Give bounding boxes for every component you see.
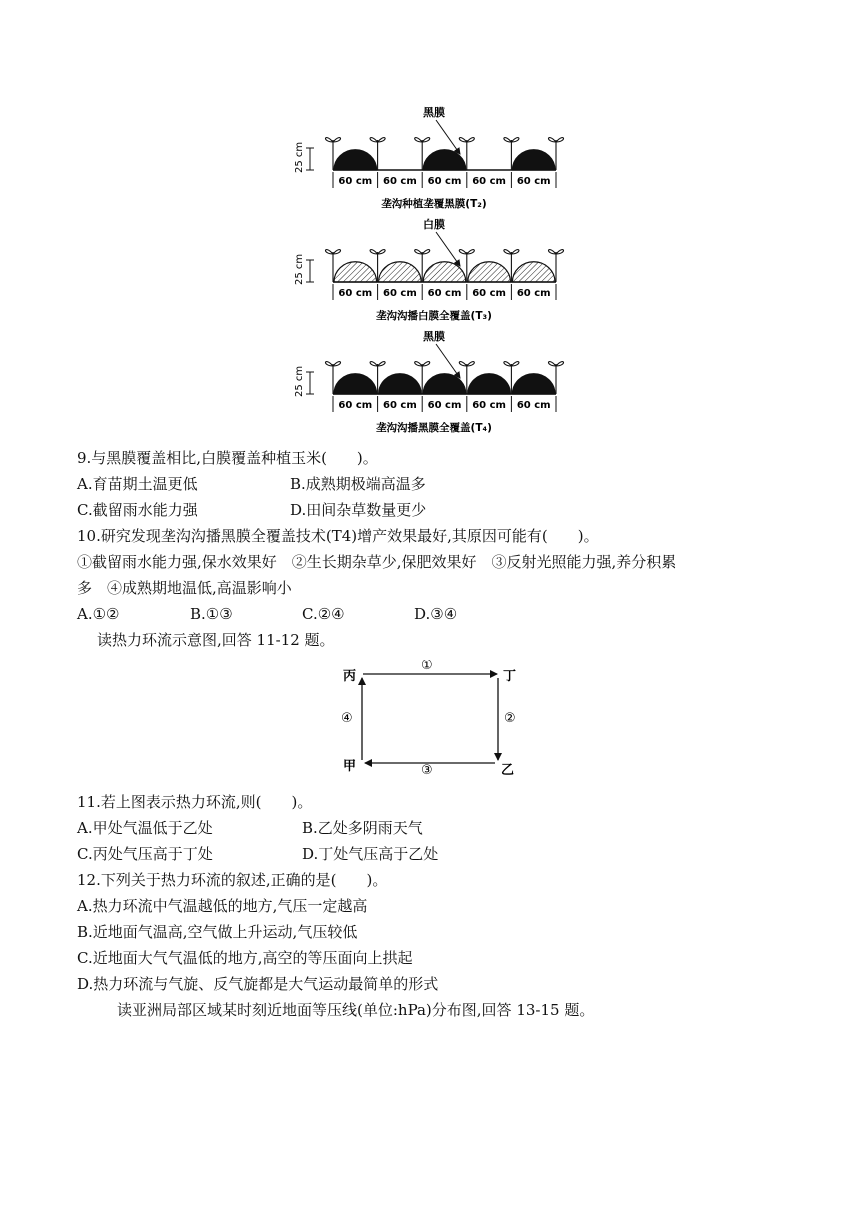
q11-option-c: C.丙处气压高于丁处 <box>77 845 213 863</box>
film-mulching-figure <box>290 104 570 440</box>
film-mound <box>334 374 377 394</box>
plant-leaf-left <box>459 138 467 142</box>
plant-leaf-left <box>548 362 556 366</box>
plant-leaf-right <box>378 138 386 142</box>
width-label: 60 cm <box>516 176 551 187</box>
film-diagram-3 <box>290 216 570 328</box>
plant-leaf-left <box>325 138 333 142</box>
width-label: 60 cm <box>516 400 551 411</box>
q11-stem: 11.若上图表示热力环流,则( )。 <box>77 793 313 811</box>
plant-leaf-right <box>422 138 430 142</box>
corner-bing: 丙 <box>343 669 357 684</box>
plant-leaf-right <box>467 250 475 254</box>
plant-leaf-left <box>370 138 378 142</box>
width-label: 60 cm <box>472 176 506 187</box>
plant-leaf-right <box>422 362 430 366</box>
plant-leaf-right <box>378 362 386 366</box>
plant-leaf-right <box>467 362 475 366</box>
film-diagram-4 <box>290 328 570 440</box>
width-label: 60 cm <box>427 176 462 187</box>
plant-leaf-right <box>333 250 341 254</box>
width-label: 60 cm <box>472 400 506 411</box>
q9-stem: 9.与黑膜覆盖相比,白膜覆盖种植玉米( )。 <box>77 449 378 467</box>
q12-option-c: C.近地面大气气温低的地方,高空的等压面向上拱起 <box>77 949 413 967</box>
plant-leaf-right <box>511 250 519 254</box>
q11-option-d: D.丁处气压高于乙处 <box>302 845 439 863</box>
q10-option-c: C.②④ <box>302 605 345 623</box>
film-mound <box>334 150 377 170</box>
plant-leaf-right <box>378 250 386 254</box>
width-label: 60 cm <box>338 400 373 411</box>
film-mound <box>334 262 377 282</box>
plant-leaf-right <box>333 362 341 366</box>
width-label: 60 cm <box>338 288 373 299</box>
plant-leaf-left <box>370 250 378 254</box>
thermal-circulation-diagram <box>335 660 525 780</box>
plant-leaf-left <box>370 362 378 366</box>
q10-option-b: B.①③ <box>190 605 233 623</box>
width-label: 60 cm <box>516 288 551 299</box>
intro-13-15: 读亚洲局部区域某时刻近地面等压线(单位:hPa)分布图,回答 13-15 题。 <box>117 1001 595 1019</box>
plant-leaf-right <box>467 138 475 142</box>
plant-leaf-left <box>548 250 556 254</box>
q12-option-b: B.近地面气温高,空气做上升运动,气压较低 <box>77 923 358 941</box>
film-mound <box>379 262 422 282</box>
plant-leaf-right <box>511 138 519 142</box>
q10-option-d: D.③④ <box>414 605 458 623</box>
width-label: 60 cm <box>338 176 373 187</box>
width-label: 60 cm <box>427 400 462 411</box>
film-mound <box>512 262 555 282</box>
q9-option-d: D.田间杂草数量更少 <box>290 501 427 519</box>
label-1: ① <box>421 660 433 673</box>
film-label: 黑膜 <box>423 330 445 343</box>
q9-option-a: A.育苗期土温更低 <box>77 475 198 493</box>
plant-leaf-left <box>504 250 512 254</box>
width-label: 60 cm <box>383 176 417 187</box>
plant-leaf-left <box>415 362 423 366</box>
height-label: 25 cm <box>294 365 305 397</box>
film-caption: 垄沟沟播白膜全覆盖(T₃) <box>376 310 492 322</box>
q12-option-d: D.热力环流与气旋、反气旋都是大气运动最简单的形式 <box>77 975 439 993</box>
plant-leaf-left <box>504 138 512 142</box>
film-mound <box>468 262 511 282</box>
plant-leaf-right <box>556 138 564 142</box>
q11-option-a: A.甲处气温低于乙处 <box>77 819 213 837</box>
label-2: ② <box>504 711 516 726</box>
label-4: ④ <box>341 711 353 726</box>
film-diagram-2 <box>290 104 570 216</box>
width-label: 60 cm <box>383 288 417 299</box>
film-pointer-arrow <box>436 232 460 266</box>
film-mound <box>468 374 511 394</box>
q9-option-b: B.成熟期极端高温多 <box>290 475 426 493</box>
plant-leaf-left <box>459 362 467 366</box>
film-mound <box>379 374 422 394</box>
film-pointer-arrow <box>436 344 460 378</box>
plant-leaf-left <box>325 362 333 366</box>
plant-leaf-left <box>325 250 333 254</box>
q10-statements-line2: 多 ④成熟期地温低,高温影响小 <box>77 579 292 597</box>
corner-ding: 丁 <box>503 669 517 684</box>
plant-leaf-left <box>504 362 512 366</box>
film-pointer-arrow <box>436 120 460 154</box>
q12-option-a: A.热力环流中气温越低的地方,气压一定越高 <box>77 897 368 915</box>
film-mound <box>512 374 555 394</box>
q10-option-a: A.①② <box>77 605 120 623</box>
plant-leaf-left <box>415 250 423 254</box>
plant-leaf-left <box>415 138 423 142</box>
film-caption: 垄沟种植垄覆黑膜(T₂) <box>381 198 487 210</box>
corner-yi: 乙 <box>501 763 515 778</box>
plant-leaf-right <box>333 138 341 142</box>
width-label: 60 cm <box>427 288 462 299</box>
plant-leaf-left <box>548 138 556 142</box>
height-label: 25 cm <box>294 253 305 285</box>
film-caption: 垄沟沟播黑膜全覆盖(T₄) <box>376 422 492 434</box>
film-label: 黑膜 <box>423 106 445 119</box>
film-label: 白膜 <box>423 218 445 231</box>
label-3: ③ <box>421 763 433 778</box>
plant-leaf-left <box>459 250 467 254</box>
q12-stem: 12.下列关于热力环流的叙述,正确的是( )。 <box>77 871 388 889</box>
height-label: 25 cm <box>294 141 305 173</box>
plant-leaf-right <box>556 362 564 366</box>
q11-option-b: B.乙处多阴雨天气 <box>302 819 423 837</box>
intro-11-12: 读热力环流示意图,回答 11-12 题。 <box>97 631 335 649</box>
q9-option-c: C.截留雨水能力强 <box>77 501 198 519</box>
film-mound <box>512 150 555 170</box>
plant-leaf-right <box>422 250 430 254</box>
q10-statements-line1: ①截留雨水能力强,保水效果好 ②生长期杂草少,保肥效果好 ③反射光照能力强,养分积累 <box>77 553 677 571</box>
plant-leaf-right <box>556 250 564 254</box>
plant-leaf-right <box>511 362 519 366</box>
q10-stem: 10.研究发现垄沟沟播黑膜全覆盖技术(T4)增产效果最好,其原因可能有( )。 <box>77 527 599 545</box>
corner-jia: 甲 <box>343 759 357 774</box>
width-label: 60 cm <box>472 288 506 299</box>
width-label: 60 cm <box>383 400 417 411</box>
